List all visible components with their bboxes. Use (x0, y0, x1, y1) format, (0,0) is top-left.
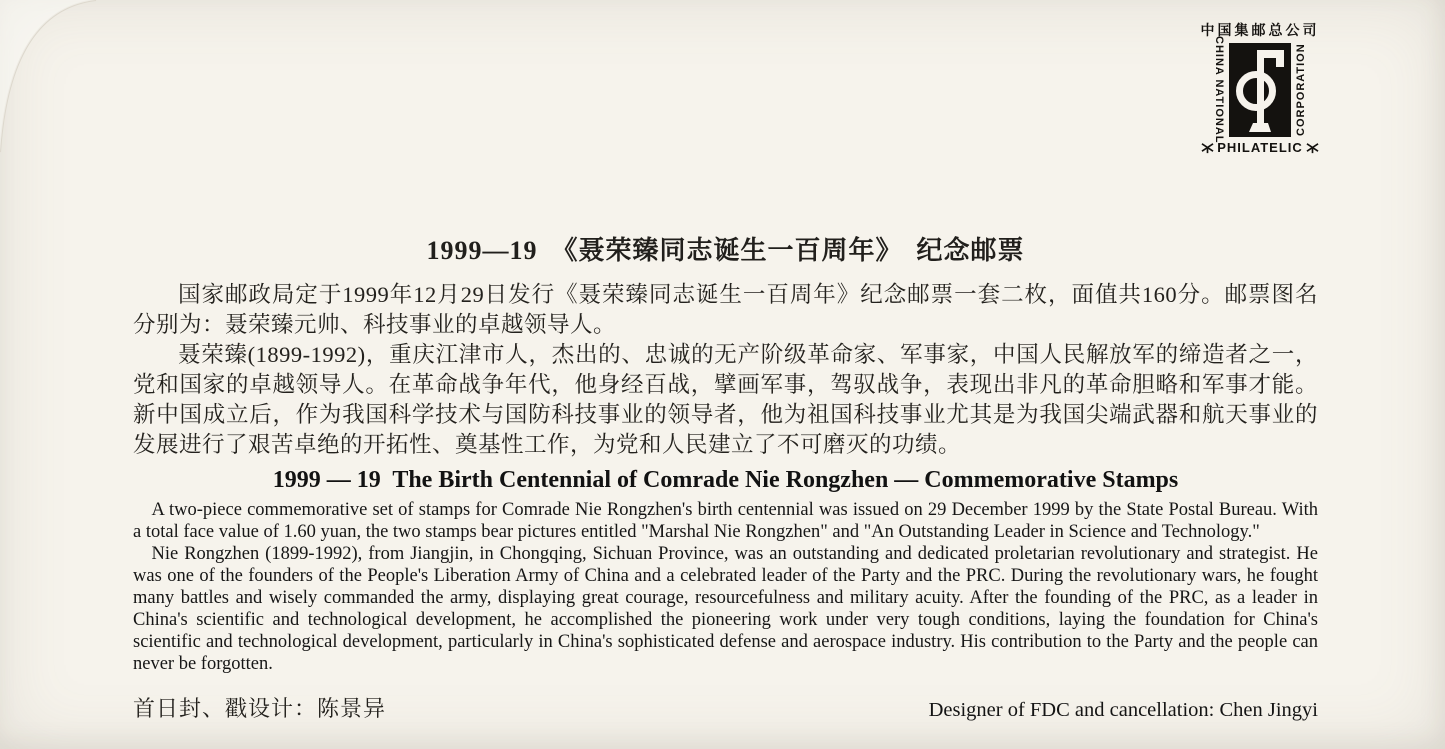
text-content (133, 0, 1318, 723)
english-body (133, 499, 1318, 675)
chinese-paragraph-2: 聂荣臻(1899-1992)，重庆江津市人，杰出的、忠诚的无产阶级革命家、军事家，中国人民解放军的缔造者之一，党和国家的卓越领导人。在革命战争年代，他身经百战，擘画军事，驾驭战争，表现出非凡的革命胆略和军事才能。新中国成立后，作为我国科学技术与国防科技事业的领导者，他为祖国科技事业尤其是为我国尖端武器和航天事业的发展进行了艰苦卓绝的开拓性、奠基性工作，为党和人民建立了不可磨灭的功绩。 (133, 342, 1318, 457)
chinese-body (133, 280, 1318, 460)
chinese-title: 1999—19 《聂荣臻同志诞生一百周年》 纪念邮票 (426, 236, 1025, 265)
english-title: 1999 — 19 The Birth Centennial of Comrade Nie Rongzhen — Commemorative Stamps (272, 467, 1179, 493)
designer-credits (133, 692, 1318, 723)
designer-credit-chinese: 首日封、戳设计：陈景异 (133, 696, 387, 721)
chinese-paragraph-1: 国家邮政局定于1999年12月29日发行《聂荣臻同志诞生一百周年》纪念邮票一套二枚，面值共160分。邮票图名分别为：聂荣臻元帅、科技事业的卓越领导人。 (133, 282, 1318, 337)
english-paragraph-2: Nie Rongzhen (1899-1992), from Jiangjin, in Chongqing, Sichuan Province, was an outstanding and dedicated proletarian revolutionary and strategist. He was one of the founders of the People's Liberation Army of China and a celebrated leader of the Party and the PRC. During the revolutionary wars, he fought many battles and wisely commanded the army, displaying great courage, resourcefulness and military acuity. After the founding of the PRC, as a leader in China's scientific and technological development, he accomplished the pioneering work under very tough conditions, laying the foundation for China's scientific and technological development, particularly in China's sophisticated defense and aerospace industry. His contribution to the Party and the people can never be forgotten. (133, 544, 1318, 674)
logo-left-text: CHINA NATIONAL (1213, 36, 1225, 144)
logo-chinese-name: 中国集邮总公司 (1200, 22, 1320, 38)
english-paragraph-1: A two-piece commemorative set of stamps for Comrade Nie Rongzhen's birth centennial was issued on 29 December 1999 by the State Postal Bureau. With a total face value of 1.60 yuan, the two stamps bear pictures entitled "Marshal Nie Rongzhen" and "An Outstanding Leader in Science and Technology." (133, 500, 1318, 542)
designer-credit-english: Designer of FDC and cancellation: Chen Jingyi (928, 699, 1318, 721)
logo-right-text: CORPORATION (1295, 43, 1307, 137)
logo-bottom-text: PHILATELIC (1217, 140, 1303, 155)
